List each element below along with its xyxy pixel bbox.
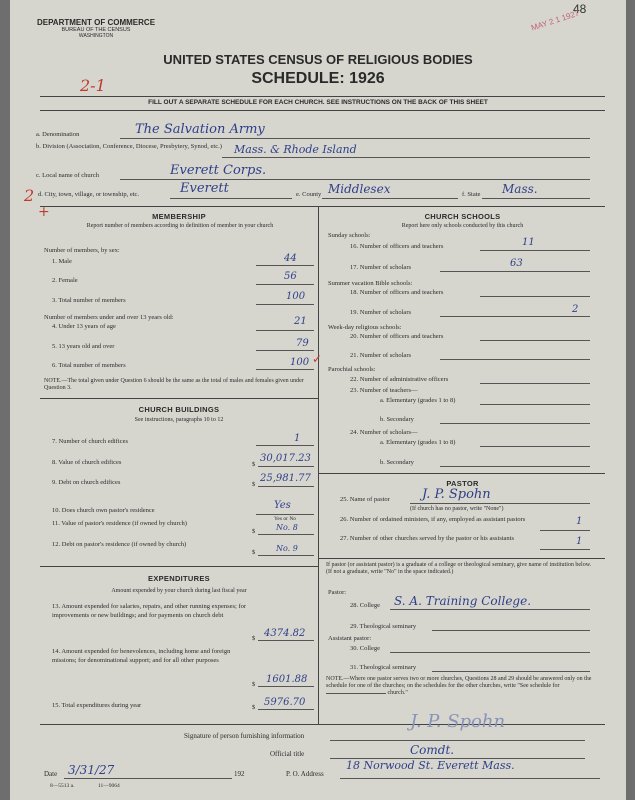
q21-line — [440, 359, 590, 360]
state-label: f. State — [462, 191, 481, 198]
q26-label — [340, 516, 540, 523]
q10-line — [256, 514, 314, 515]
q26-label-text: 26. Number of ordained ministers, if any, employed as assistant pastors — [340, 516, 526, 523]
state-line — [482, 198, 590, 199]
q10-label: 10. Does church own pastor's residence — [52, 507, 155, 514]
instruction-rule — [40, 110, 605, 111]
q8-value: 30,017.23 — [260, 453, 311, 464]
q27-label — [340, 535, 540, 542]
department-heading — [26, 18, 166, 39]
q14-label — [52, 648, 248, 665]
q24b-line — [440, 466, 590, 467]
q4-label: 4. Under 13 years of age — [52, 323, 116, 330]
q6-value: 100 — [290, 357, 310, 368]
q15-dollar: $ — [252, 704, 256, 711]
q11-value: No. 8 — [276, 523, 298, 532]
q12-value: No. 9 — [276, 544, 298, 553]
q14-value: 1601.88 — [266, 674, 308, 685]
red-code-mark: 2-1 — [80, 76, 106, 95]
q15-label: 15. Total expenditures during year — [52, 702, 142, 709]
q19-line — [440, 316, 590, 317]
q9-dollar: $ — [252, 481, 256, 488]
expenditures-sub: Amount expended by your church during last fiscal year — [111, 588, 247, 594]
q23b-label: b. Secondary — [380, 416, 414, 423]
q24-label: 24. Number of scholars— — [350, 429, 418, 436]
pastor-note-blank — [326, 693, 386, 694]
q4-value: 21 — [294, 316, 307, 327]
signature-label: Signature of person furnishing information — [184, 732, 305, 740]
schools-sub: Report here only schools conducted by this church — [401, 223, 524, 229]
county-label: e. County — [296, 191, 322, 198]
q21-label: 21. Number of scholars — [350, 352, 412, 359]
pastor-note-end: church." — [387, 690, 408, 696]
stamp-date: MAY 2 1 1927 — [530, 8, 581, 33]
membership-note: NOTE.—The total given under Question 6 should be the same as the total of males and females given under Question 3. — [44, 378, 304, 391]
signature-value: J. P. Spohn — [410, 711, 506, 732]
q22-label: 22. Number of administrative officers — [350, 376, 449, 383]
q2-line — [256, 284, 314, 285]
membership-sub: Report number of members according to definition of member in your church — [86, 223, 274, 229]
local-name-label: c. Local name of church — [36, 172, 99, 179]
schools-title: CHURCH SCHOOLS — [424, 212, 501, 221]
q23a-line — [480, 404, 590, 405]
denomination-label: a. Denomination — [36, 131, 80, 138]
q12-dollar: $ — [252, 549, 256, 556]
q23a-label: a. Elementary (grades 1 to 8) — [380, 397, 456, 404]
bureau-label: BUREAU OF THE CENSUS — [61, 27, 131, 33]
q14-label-text: 14. Amount expended for benevolences, including home and foreign missions; for denominational support; and for all other purposes — [52, 648, 231, 664]
q22-line — [480, 383, 590, 384]
q8-line — [258, 466, 314, 467]
weekday-head: Week-day religious schools: — [328, 324, 402, 331]
vacation-head: Summer vacation Bible schools: — [328, 280, 413, 287]
q11-label-text: 11. Value of pastor's residence (if owned by church) — [52, 520, 187, 527]
q30-label: 30. College — [350, 645, 380, 652]
stamp-number: 48 — [573, 2, 587, 16]
q12-line — [258, 555, 314, 556]
buildings-sub: See instructions, paragraphs 10 to 12 — [134, 417, 224, 423]
po-address-value: 18 Norwood St. Everett Mass. — [346, 759, 515, 772]
q11-line — [258, 534, 314, 535]
po-address-label: P. O. Address — [286, 770, 324, 778]
q5-label: 5. 13 years old and over — [52, 343, 115, 350]
q26-line — [540, 530, 590, 531]
q2-value: 56 — [284, 271, 297, 282]
membership-rule — [40, 398, 318, 399]
q18-line — [480, 296, 590, 297]
q11-label — [52, 520, 242, 527]
q12-label — [52, 541, 242, 548]
age-head: Number of members under and over 13 years old: — [44, 314, 174, 321]
q25-hint: (If church has no pastor, write "None") — [410, 506, 504, 512]
q7-value: 1 — [294, 433, 301, 444]
q6-line — [256, 369, 314, 370]
county-line — [322, 198, 458, 199]
q3-label: 3. Total number of members — [52, 297, 126, 304]
q6-check: ✓ — [312, 352, 323, 366]
q3-value: 100 — [286, 291, 306, 302]
schedule-title: SCHEDULE: 1926 — [251, 70, 385, 87]
q17-value: 63 — [510, 258, 523, 269]
pastor-sub-label: Pastor: — [328, 589, 347, 596]
q10-value: Yes — [274, 500, 291, 511]
local-name-line — [120, 179, 590, 180]
q9-label: 9. Debt on church edifices — [52, 479, 121, 486]
date-value: 3/31/27 — [68, 763, 115, 777]
grid-rule-top — [40, 206, 605, 207]
q4-line — [256, 330, 314, 331]
q27-label-text: 27. Number of other churches served by the pastor or his assistants — [340, 535, 515, 542]
q13-label-text: 13. Amount expended for salaries, repairs, and other running expenses; for improvements or new buildings; and for payments on church debt — [52, 603, 247, 619]
q3-line — [256, 304, 314, 305]
q5-line — [256, 350, 314, 351]
q26-value: 1 — [576, 516, 583, 527]
city-label: WASHINGTON — [78, 33, 114, 39]
q19-value: 2 — [572, 304, 579, 315]
q8-dollar: $ — [252, 461, 256, 468]
q16-label: 16. Number of officers and teachers — [350, 243, 444, 250]
parochial-head: Parochial schools: — [328, 366, 376, 373]
q15-line — [258, 709, 314, 710]
date-label: Date — [44, 770, 58, 778]
title-rule — [40, 96, 605, 97]
q24a-line — [480, 446, 590, 447]
q1-label: 1. Male — [52, 258, 72, 265]
census-schedule-sheet — [10, 0, 626, 800]
state-value: Mass. — [502, 182, 538, 196]
q8-label: 8. Value of church edifices — [52, 459, 122, 466]
official-title-label: Official title — [270, 750, 305, 758]
q20-label: 20. Number of officers and teachers — [350, 333, 444, 340]
q16-line — [480, 250, 590, 251]
q27-value: 1 — [576, 536, 583, 547]
q13-label — [52, 603, 248, 620]
q25-line — [410, 503, 590, 504]
q12-label-text: 12. Debt on pastor's residence (if owned by church) — [52, 541, 187, 548]
official-title-value: Comdt. — [410, 743, 455, 757]
q11-dollar: $ — [252, 528, 256, 535]
q14-line — [258, 686, 314, 687]
q31-label: 31. Theological seminary — [350, 664, 417, 671]
signature-line — [330, 740, 585, 741]
q10-yes-no: Yes or No — [274, 516, 297, 522]
q17-line — [440, 271, 590, 272]
q14-dollar: $ — [252, 681, 256, 688]
q24a-label: a. Elementary (grades 1 to 8) — [380, 439, 456, 446]
q30-line — [390, 652, 590, 653]
date-year: 192 — [234, 770, 245, 778]
q6-label: 6. Total number of members — [52, 362, 126, 369]
denomination-value: The Salvation Army — [135, 122, 265, 137]
q2-label: 2. Female — [52, 277, 78, 284]
pastor-note-text: NOTE.—Where one pastor serves two or more churches, Questions 28 and 29 should be answered only on the schedule for one of the churches; on the schedules for the other churches, write "See schedule for — [326, 676, 592, 689]
assistant-sub-label: Assistant pastor: — [328, 635, 372, 642]
form-number: 8—5513 a. — [50, 783, 75, 789]
city-value: Everett — [180, 181, 229, 196]
q13-line — [258, 640, 314, 641]
sunday-head: Sunday schools: — [328, 232, 371, 239]
membership-title: MEMBERSHIP — [152, 212, 206, 221]
division-line — [222, 157, 590, 158]
college-note: If pastor (or assistant pastor) is a graduate of a college or theological seminary, give name of institution below. (If not a graduate, write "No" in the space indicated.) — [326, 562, 592, 575]
county-value: Middlesex — [328, 182, 391, 196]
grid-rule-bottom — [40, 724, 605, 725]
q20-line — [480, 340, 590, 341]
buildings-rule — [40, 566, 318, 567]
q29-label: 29. Theological seminary — [350, 623, 417, 630]
grid-divider — [318, 206, 319, 724]
margin-red-mark: 2 — [24, 186, 35, 205]
division-label — [36, 143, 236, 150]
denomination-line — [120, 138, 590, 139]
schools-rule — [318, 473, 605, 474]
by-sex-label: Number of members, by sex: — [44, 247, 120, 254]
q28-value: S. A. Training College. — [394, 594, 532, 608]
q23-label: 23. Number of teachers— — [350, 387, 418, 394]
q13-dollar: $ — [252, 635, 256, 642]
q7-line — [256, 445, 314, 446]
pastor-note — [326, 676, 598, 697]
separate-schedule-instruction: FILL OUT A SEPARATE SCHEDULE FOR EACH CHURCH. SEE INSTRUCTIONS ON THE BACK OF THIS SHEET — [148, 99, 488, 106]
expenditures-title: EXPENDITURES — [148, 574, 210, 583]
q17-label: 17. Number of scholars — [350, 264, 412, 271]
date-line — [64, 778, 232, 779]
q31-line — [432, 671, 590, 672]
buildings-title: CHURCH BUILDINGS — [138, 405, 220, 414]
division-label-text: b. Division (Association, Conference, Diocese, Presbytery, Synod, etc.) — [36, 143, 222, 150]
margin-red-plus: + — [38, 204, 50, 220]
q9-value: 25,981.77 — [260, 473, 311, 484]
pastor-title: PASTOR — [446, 479, 479, 488]
q28-line — [390, 609, 590, 610]
form-title: UNITED STATES CENSUS OF RELIGIOUS BODIES — [163, 52, 473, 67]
q13-value: 4374.82 — [264, 628, 306, 639]
city-label: d. City, town, village, or township, etc. — [38, 191, 140, 198]
q1-value: 44 — [284, 253, 297, 264]
q25-value: J. P. Spohn — [422, 487, 491, 502]
q18-label: 18. Number of officers and teachers — [350, 289, 444, 296]
po-address-line — [340, 778, 600, 779]
q28-label: 28. College — [350, 602, 380, 609]
local-name-value: Everett Corps. — [170, 163, 267, 178]
q7-label: 7. Number of church edifices — [52, 438, 128, 445]
q9-line — [258, 486, 314, 487]
dept-label: DEPARTMENT OF COMMERCE — [36, 18, 156, 27]
q23b-line — [440, 423, 590, 424]
q15-value: 5976.70 — [264, 697, 306, 708]
q29-line — [432, 630, 590, 631]
print-number: 11—9064 — [98, 783, 120, 789]
q24b-label: b. Secondary — [380, 459, 414, 466]
q1-line — [256, 265, 314, 266]
q27-line — [540, 549, 590, 550]
city-line — [170, 198, 292, 199]
q16-value: 11 — [522, 237, 535, 248]
q25-label: 25. Name of pastor — [340, 496, 390, 503]
q5-value: 79 — [296, 338, 309, 349]
division-value: Mass. & Rhode Island — [234, 143, 357, 156]
q19-label: 19. Number of scholars — [350, 309, 412, 316]
pastor-rule — [318, 558, 605, 559]
